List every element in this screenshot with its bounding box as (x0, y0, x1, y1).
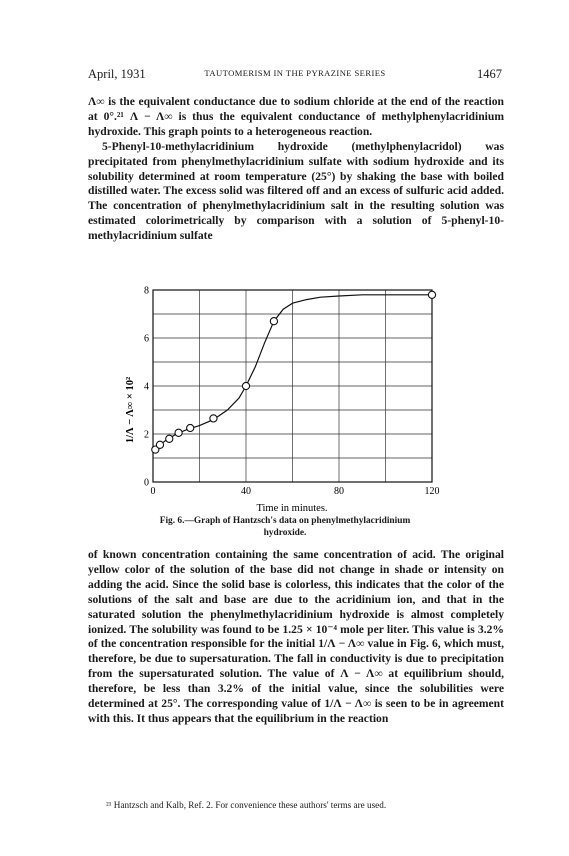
data-point (187, 424, 194, 431)
data-point (210, 415, 217, 422)
data-point (166, 435, 173, 442)
y-tick-label: 2 (144, 429, 149, 441)
caption-line-1: Fig. 6.—Graph of Hantzsch's data on phenylmethylacridinium (159, 516, 411, 526)
paragraph-solubility: of known concentration containing the same concentration of acid. The original yellow color of the solution of the base did not change in shade or intensity on adding the acid. Since the solid base is colorless, this indicates that the color of the solutions of the salt and base are due to the acridinium ion, and that in the saturated solution the phenylmethylacridinium hydroxide is almost completely ionized. The solubility was found to be 1.25 × 10⁻⁴ mole per liter. This value is 3.2% of the concentration responsible for the initial 1/Λ − Λ∞ value in Fig. 6, which must, therefore, be due to supersaturation. The fall in conductivity is due to precipitation from the supersaturated solution. The value of Λ − Λ∞ at equilibrium should, therefore, be less than 3.2% of the initial value, since the solubilities were determined at 25°. The corresponding value of 1/Λ − Λ∞ is seen to be in agreement with this. It thus appears that the equilibrium in the reaction (88, 548, 504, 725)
x-tick-label: 120 (424, 486, 440, 497)
body-text-top (88, 95, 504, 244)
x-axis-label: Time in minutes. (256, 503, 328, 514)
paragraph-preparation: 5-Phenyl-10-methylacridinium hydroxide (methylphenylacridol) was precipitated from phenylmethylacridinium sulfate with sodium hydroxide and its solubility determined at room temperature (25°) by shaking the base with boiled distilled water. The excess solid was filtered off and an excess of sulfuric acid added. The concentration of phenylmethylacridinium salt in the resulting solution was estimated colorimetrically by comparison with a solution of 5-phenyl-10-methylacridinium sulfate (88, 139, 504, 243)
header-page-number: 1467 (477, 67, 502, 81)
paragraph-conductance: Λ∞ is the equivalent conductance due to sodium chloride at the end of the reaction at 0°.²¹ Λ − Λ∞ is thus the equivalent conductance of methylphenylacridinium hydroxide. This graph points to a heterogeneous reaction. (88, 95, 504, 138)
chart-points (152, 291, 436, 453)
chart-tick-labels (144, 286, 440, 498)
x-tick-label: 80 (334, 486, 344, 497)
x-tick-label: 0 (150, 486, 156, 497)
caption-line-2: hydroxide. (263, 527, 307, 538)
data-point (156, 441, 163, 448)
y-axis-label: 1/Λ − Λ∞ × 10² (125, 376, 136, 444)
footnote: ²¹ Hantzsch and Kalb, Ref. 2. For convenience these authors' terms are used. (106, 800, 387, 810)
chart-grid (153, 290, 432, 482)
header-date: April, 1931 (88, 67, 146, 81)
data-point (270, 318, 277, 325)
figure-caption (100, 516, 470, 539)
figure-6 (120, 282, 440, 542)
y-tick-label: 6 (144, 333, 149, 345)
data-point (428, 291, 435, 298)
body-text-bottom (88, 548, 504, 727)
x-tick-label: 40 (241, 486, 251, 497)
conductance-chart (120, 282, 440, 514)
running-header (88, 67, 502, 83)
data-point (242, 382, 249, 389)
data-point (175, 429, 182, 436)
y-tick-label: 4 (144, 381, 149, 393)
y-tick-label: 8 (144, 285, 149, 297)
header-running-title: TAUTOMERISM IN THE PYRAZINE SERIES (204, 68, 386, 78)
y-tick-label: 0 (144, 477, 149, 489)
